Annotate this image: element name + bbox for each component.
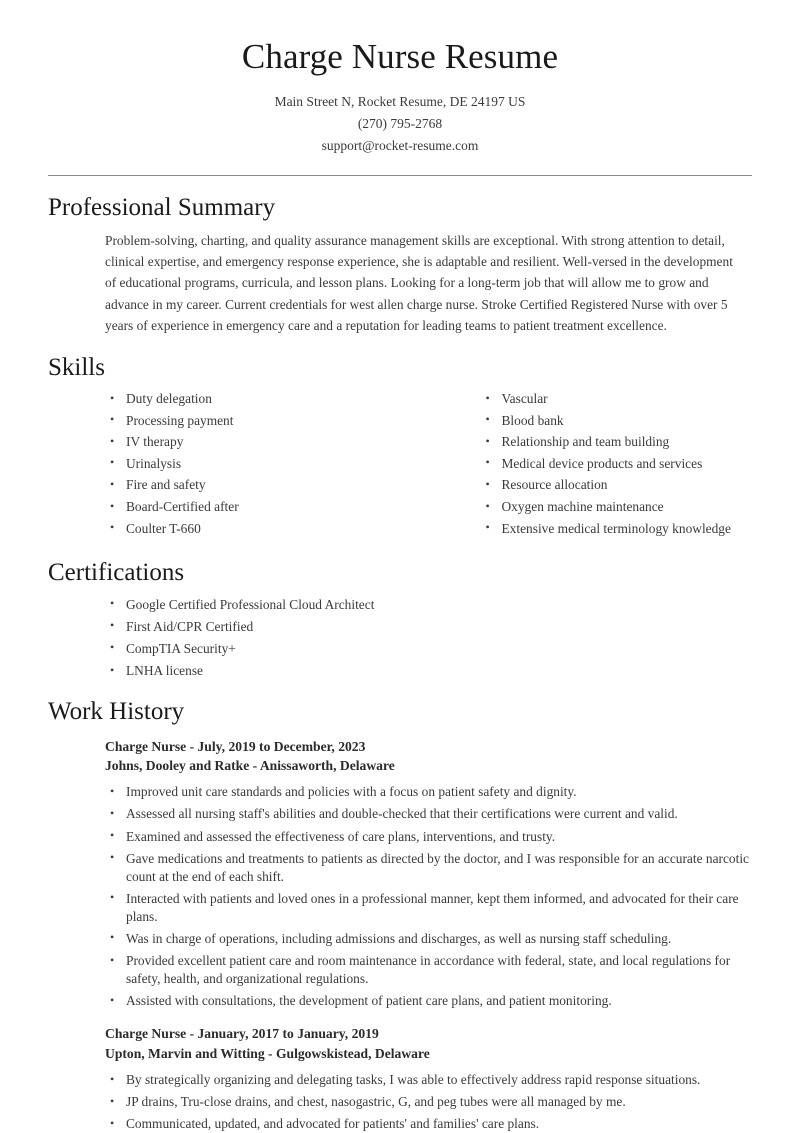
list-item: • Gave medications and treatments to patients as directed by the doctor, and I was responsible for an accurate narcotic count at the end of each shift.	[105, 850, 752, 886]
contact-address: Main Street N, Rocket Resume, DE 24197 US	[274, 94, 526, 110]
header-divider	[48, 175, 752, 176]
list-item: • Examined and assessed the effectiveness of care plans, interventions, and trusty.	[105, 828, 752, 846]
list-item: • Blood bank	[481, 412, 753, 430]
list-item: • CompTIA Security+	[105, 640, 752, 658]
page-title: Charge Nurse Resume	[241, 37, 559, 76]
section-heading-work-history: Work History	[48, 698, 185, 726]
list-item: • Provided excellent patient care and room maintenance in accordance with federal, state, and local regulations for safety, health, and organizational regulations.	[105, 952, 752, 988]
list-item: • First Aid/CPR Certified	[105, 618, 752, 636]
list-item: • IV therapy	[105, 433, 429, 451]
summary-text: Problem-solving, charting, and quality assurance management skills are exceptional. With strong attention to detail, clinical expertise, and emergency response experience, she is adaptable and resilient. Well-versed in the development of educational programs, curricula, and lesson plans. Looking for a long-term job that will allow me to grow and advance in my career. Current credentials for west allen charge nurse. Stroke Certified Registered Nurse with over 5 years of experience in emergency care and a reputation for leading teams to patient treatment excellence.	[105, 233, 733, 333]
skills-columns	[48, 390, 752, 541]
work-history-entry	[48, 737, 752, 1011]
section-certifications	[48, 557, 752, 680]
list-item: • Oxygen machine maintenance	[481, 498, 753, 516]
list-item: • Resource allocation	[481, 476, 753, 494]
section-heading-professional-summary: Professional Summary	[48, 193, 276, 221]
job-company-location: Upton, Marvin and Witting - Gulgowskistead, Delaware	[105, 1046, 430, 1062]
work-history-entry	[48, 1024, 752, 1133]
contact-info	[48, 91, 752, 157]
list-item: • Was in charge of operations, including admissions and discharges, as well as nursing staff scheduling.	[105, 930, 752, 948]
list-item: • Improved unit care standards and policies with a focus on patient safety and dignity.	[105, 783, 752, 801]
contact-email: support@rocket-resume.com	[321, 138, 479, 154]
list-item: • JP drains, Tru-close drains, and chest, nasogastric, G, and peg tubes were all managed by me.	[105, 1093, 752, 1111]
list-item: • Coulter T-660	[105, 520, 429, 538]
list-item: • Assessed all nursing staff's abilities and double-checked that their certifications were current and valid.	[105, 805, 752, 823]
certifications-body	[48, 596, 752, 680]
contact-phone: (270) 795-2768	[357, 116, 443, 132]
list-item: • Processing payment	[105, 412, 429, 430]
list-item: • Interacted with patients and loved ones in a professional manner, kept them informed, and advocated for their care plans.	[105, 890, 752, 926]
section-professional-summary	[48, 192, 752, 336]
resume-header	[48, 0, 752, 176]
list-item: • Assisted with consultations, the development of patient care plans, and patient monitoring.	[105, 992, 752, 1010]
section-heading-certifications: Certifications	[48, 559, 185, 587]
list-item: • LNHA license	[105, 662, 752, 680]
list-item: • Board-Certified after	[105, 498, 429, 516]
list-item: • Extensive medical terminology knowledge	[481, 520, 753, 538]
section-skills	[48, 352, 752, 542]
job-responsibilities-list	[105, 783, 752, 1010]
section-work-history	[48, 696, 752, 1133]
job-title-dates: Charge Nurse - July, 2019 to December, 2023	[105, 738, 366, 754]
list-item: • Medical device products and services	[481, 455, 753, 473]
list-item: • Google Certified Professional Cloud Architect	[105, 596, 752, 614]
list-item: • Duty delegation	[105, 390, 429, 408]
section-heading-skills: Skills	[48, 353, 105, 381]
list-item: • Urinalysis	[105, 455, 429, 473]
list-item: • Fire and safety	[105, 476, 429, 494]
skills-column-left	[105, 390, 429, 541]
list-item: • Communicated, updated, and advocated for patients' and families' care plans.	[105, 1115, 752, 1133]
job-company-location: Johns, Dooley and Ratke - Anissaworth, Delaware	[105, 758, 395, 774]
certifications-list	[105, 596, 752, 680]
skills-list-left	[105, 390, 429, 538]
work-history-entries	[48, 737, 752, 1133]
job-title-dates: Charge Nurse - January, 2017 to January, 2019	[105, 1026, 379, 1042]
skills-list-right	[481, 390, 753, 538]
list-item: • Relationship and team building	[481, 433, 753, 451]
skills-column-right	[429, 390, 753, 541]
list-item: • By strategically organizing and delegating tasks, I was able to effectively address rapid response situations.	[105, 1071, 752, 1089]
summary-body	[48, 230, 752, 335]
job-responsibilities-list	[105, 1071, 752, 1133]
list-item: • Vascular	[481, 390, 753, 408]
